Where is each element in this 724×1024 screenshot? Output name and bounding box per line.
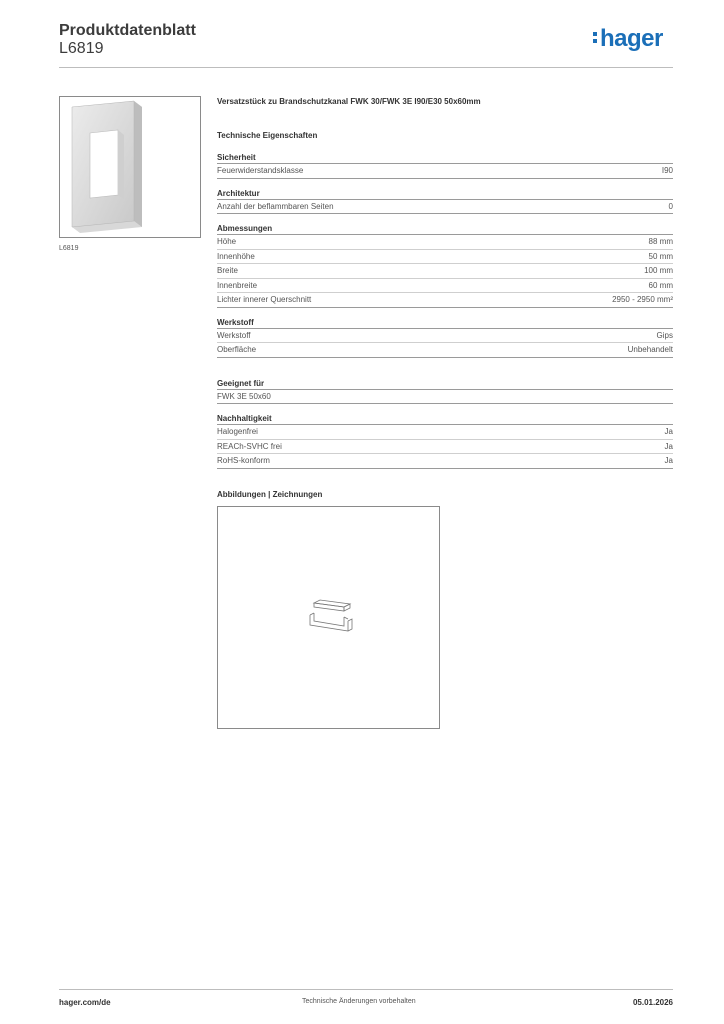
footer-divider (59, 989, 673, 990)
row-value: Ja (664, 456, 673, 465)
row-label: Halogenfrei (217, 427, 258, 436)
article-number: L6819 (59, 40, 104, 57)
content-column (217, 97, 673, 729)
row-label: Innenhöhe (217, 251, 255, 261)
row-value: Gips (656, 330, 673, 340)
section-suitable-for (217, 379, 673, 405)
row-label: Höhe (217, 237, 237, 246)
row-value: Ja (664, 441, 673, 451)
row-label: Anzahl der beflammbaren Seiten (217, 201, 334, 211)
row-label: RoHS-konform (217, 456, 270, 465)
section-title: Abmessungen (217, 224, 673, 235)
table-row (217, 250, 673, 265)
section-architecture (217, 189, 673, 215)
table-row (217, 425, 673, 440)
table-row (217, 200, 673, 215)
product-image-caption: L6819 (59, 245, 79, 252)
table-row (217, 343, 673, 358)
section-title: Werkstoff (217, 318, 673, 329)
table-row (217, 293, 673, 308)
table-row (217, 264, 673, 279)
row-label: Breite (217, 266, 238, 275)
table-row (217, 164, 673, 179)
product-image (59, 96, 201, 238)
row-label: REACh-SVHC frei (217, 441, 282, 451)
table-row (217, 454, 673, 469)
row-label: FWK 3E 50x60 (217, 391, 271, 401)
row-value: 100 mm (644, 266, 673, 275)
table-row (217, 440, 673, 455)
fire-protection-frame-icon (60, 97, 200, 237)
table-row (217, 329, 673, 344)
row-value: 0 (668, 201, 673, 211)
section-title: Geeignet für (217, 379, 673, 390)
table-row (217, 279, 673, 294)
footer-date: 05.01.2026 (632, 998, 673, 1007)
row-value: 60 mm (648, 280, 673, 290)
table-row (217, 390, 673, 405)
header-divider (59, 67, 673, 68)
part-drawing-icon (218, 507, 439, 728)
technical-drawing (217, 506, 440, 729)
section-sustainability (217, 414, 673, 469)
section-material (217, 318, 673, 358)
footer-website-link[interactable]: hager.com/de (59, 998, 111, 1007)
section-title: Nachhaltigkeit (217, 414, 673, 425)
hager-logo-icon (593, 27, 663, 51)
row-label: Innenbreite (217, 280, 258, 290)
section-title: Sicherheit (217, 153, 673, 164)
page-title: Produktdatenblatt (59, 22, 196, 39)
row-label: Werkstoff (217, 330, 251, 340)
row-value: 88 mm (648, 237, 673, 246)
section-safety (217, 153, 673, 179)
logo-colon-icon (593, 29, 598, 46)
tech-properties-title: Technische Eigenschaften (217, 131, 318, 140)
row-value: Ja (664, 427, 673, 436)
row-value: I90 (661, 166, 673, 175)
section-title: Architektur (217, 189, 673, 200)
footer-note: Technische Änderungen vorbehalten (302, 998, 416, 1005)
row-label: Feuerwiderstandsklasse (217, 166, 304, 175)
row-label: Lichter innerer Querschnitt (217, 295, 312, 304)
row-value: Unbehandelt (627, 345, 673, 354)
row-value: 2950 - 2950 mm² (612, 295, 673, 304)
row-label: Oberfläche (217, 345, 257, 354)
row-value: 50 mm (648, 251, 673, 261)
drawings-title: Abbildungen | Zeichnungen (217, 489, 323, 499)
product-name: Versatzstück zu Brandschutzkanal FWK 30/FWK 3E I90/E30 50x60mm (217, 97, 481, 106)
logo-text: hager (600, 25, 663, 52)
section-dimensions (217, 224, 673, 308)
table-row (217, 235, 673, 250)
